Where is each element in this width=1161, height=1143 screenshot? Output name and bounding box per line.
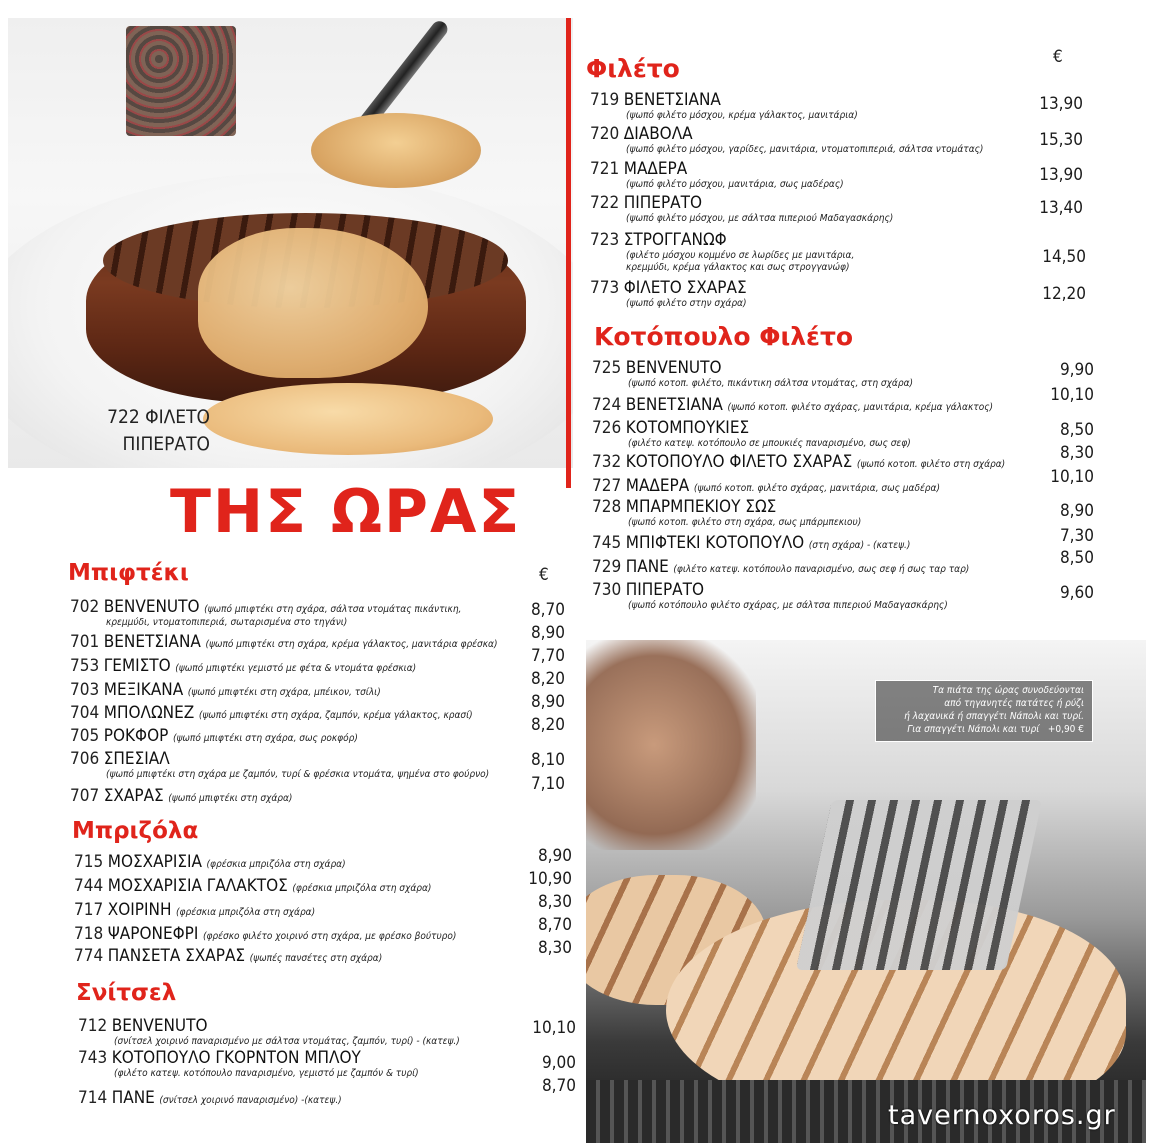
watermark: tavernoxoros.gr [888, 1100, 1116, 1131]
item-price: 9,00 [541, 1053, 576, 1073]
headline: ΤΗΣ ΩΡΑΣ [170, 477, 522, 547]
pepper-jar-image [126, 26, 236, 136]
item-price: 13,40 [1039, 198, 1083, 218]
item-price: 9,60 [1059, 583, 1094, 603]
note-line2: από τηγανητές πατάτες ή ρύζι [944, 698, 1084, 709]
menu-item: 719 ΒΕΝΕΤΣΙΑΝΑ (ψωπό φιλέτο μόσχου, κρέμα γάλακτος, μανιτάρια) [590, 90, 858, 121]
menu-item: 753 ΓΕΜΙΣΤΟ (ψωπό μπιφτέκι γεμιστό με φέτα & ντομάτα φρέσκια) [70, 656, 417, 676]
menu-item: 701 ΒΕΝΕΤΣΙΑΝΑ (ψωπό μπιφτέκι στη σχάρα, κρέμα γάλακτος, μανιτάρια φρέσκα) [70, 632, 498, 652]
item-price: 8,70 [541, 1076, 576, 1096]
item-price: 15,30 [1039, 130, 1083, 150]
section-title-kotopoulo: Κοτόπουλο Φιλέτο [594, 322, 854, 351]
menu-item: 732 ΚΟΤΟΠΟΥΛΟ ΦΙΛΕΤΟ ΣΧΑΡΑΣ (ψωπό κοτοπ. φιλέτο στη σχάρα) [592, 452, 1006, 472]
item-price: 8,50 [1059, 420, 1094, 440]
note-line4: Για σπαγγέτι Νάπολι και τυρί +0,90 € [907, 724, 1084, 735]
menu-item: 706 ΣΠΕΣΙΑΛ (ψωπό μπιφτέκι στη σχάρα με ζαμπόν, τυρί & φρέσκια ντομάτα, ψημένα στο φούρνο) [70, 749, 490, 780]
note-extra-price: +0,90 € [1047, 724, 1084, 735]
menu-item: 707 ΣΧΑΡΑΣ (ψωπό μπιφτέκι στη σχάρα) [70, 786, 293, 806]
menu-item: 705 ΡΟΚΦΟΡ (ψωπό μπιφτέκι στη σχάρα, σως ροκφόρ) [70, 726, 358, 746]
menu-item: 729 ΠΑΝΕ (φιλέτο κατεψ. κοτόπουλο παναρισμένο, σως σεφ ή σως ταρ ταρ) [592, 557, 970, 577]
menu-item: 724 ΒΕΝΕΤΣΙΑΝΑ (ψωπό κοτοπ. φιλέτο σχάρας, μανιτάρια, κρέμα γάλακτος) [592, 395, 993, 415]
item-price: 8,30 [1059, 443, 1094, 463]
menu-item: 728 ΜΠΑΡΜΠΕΚΙΟΥ ΣΩΣ (ψωπό κοτοπ. φιλέτο στη σχάρα, σως μπάρμπεκιου) [592, 497, 862, 528]
item-price: 14,50 [1042, 247, 1086, 267]
item-price: 8,90 [537, 846, 572, 866]
menu-item: 702 BENVENUTO (ψωπό μπιφτέκι στη σχάρα, σάλτσα ντομάτας πικάντικη, κρεμμύδι, ντοματοπιπεριά, σωταρισμένα στο τηγάνι) [70, 597, 462, 628]
item-price: 10,10 [1050, 467, 1094, 487]
item-price: 7,10 [530, 774, 565, 794]
menu-item: 715 ΜΟΣΧΑΡΙΣΙΑ (φρέσκια μπριζόλα στη σχάρα) [74, 852, 346, 872]
section-title-mprizola: Μπριζόλα [72, 818, 199, 844]
item-price: 7,30 [1059, 526, 1094, 546]
menu-item: 718 ΨΑΡΟΝΕΦΡΙ (φρέσκο φιλέτο χοιρινό στη σχάρα, με φρέσκο βούτυρο) [74, 924, 457, 944]
item-price: 8,70 [530, 600, 565, 620]
menu-item: 727 ΜΑΔΕΡΑ (ψωπό κοτοπ. φιλέτο σχάρας, μανιτάρια, σως μαδέρα) [592, 476, 940, 496]
spoon-image [311, 113, 481, 188]
item-price: 8,20 [530, 715, 565, 735]
note-line1: Τα πιάτα της ώρας συνοδεύονται [932, 685, 1084, 696]
item-price: 13,90 [1039, 94, 1083, 114]
item-price: 10,10 [532, 1018, 576, 1038]
menu-item: 774 ΠΑΝΣΕΤΑ ΣΧΑΡΑΣ (ψωπές πανσέτες στη σχάρα) [74, 946, 383, 966]
currency-symbol-right: € [1053, 47, 1063, 67]
menu-item: 745 ΜΠΙΦΤΕΚΙ ΚΟΤΟΠΟΥΛΟ (στη σχάρα) - (κατεψ.) [592, 533, 911, 553]
pepper-sauce-pool-image [203, 383, 493, 455]
item-price: 8,70 [537, 915, 572, 935]
side-dish-note [875, 680, 1093, 742]
menu-item: 703 ΜΕΞΙΚΑΝΑ (ψωπό μπιφτέκι στη σχάρα, μπέικον, τσίλι) [70, 680, 381, 700]
item-price: 13,90 [1039, 165, 1083, 185]
item-price: 8,90 [1059, 501, 1094, 521]
menu-item: 743 ΚΟΤΟΠΟΥΛΟ ΓΚΟΡΝΤΟΝ ΜΠΛΟΥ (φιλέτο κατεψ. κοτόπουλο παναρισμένο, γεμιστό με ζαμπόν & τυρί) [78, 1048, 419, 1079]
item-price: 8,90 [530, 623, 565, 643]
menu-item: 726 ΚΟΤΟΜΠΟΥΚΙΕΣ (φιλέτο κατεψ. κοτόπουλο σε μπουκιές παναρισμένο, σως σεφ) [592, 418, 911, 449]
menu-item: 712 BENVENUTO (σνίτσελ χοιρινό παναρισμένο με σάλτσα ντομάτας, ζαμπόν, τυρί) - (κατεψ.) [78, 1016, 460, 1047]
photo-caption [60, 404, 210, 458]
item-price: 8,20 [530, 669, 565, 689]
item-price: 10,10 [1050, 385, 1094, 405]
section-title-fileto: Φιλέτο [586, 54, 680, 83]
red-divider [566, 18, 571, 488]
item-price: 7,70 [530, 646, 565, 666]
menu-item: 730 ΠΙΠΕΡΑΤΟ (ψωπό κοτόπουλο φιλέτο σχάρας, με σάλτσα πιπεριού Μαδαγασκάρης) [592, 580, 948, 611]
hand-image [586, 640, 756, 850]
section-title-mpiftekia: Μπιφτέκι [68, 560, 189, 586]
spatula-image [796, 800, 1042, 970]
menu-item: 744 ΜΟΣΧΑΡΙΣΙΑ ΓΑΛΑΚΤΟΣ (φρέσκια μπριζόλα στη σχάρα) [74, 876, 432, 896]
steak-photo [8, 18, 573, 468]
item-price: 8,50 [1059, 548, 1094, 568]
photo-caption-line1: 722 ΦΙΛΕΤΟ [107, 406, 210, 428]
item-price: 10,90 [528, 869, 572, 889]
photo-caption-line2: ΠΙΠΕΡΑΤΟ [122, 433, 210, 455]
item-price: 8,90 [530, 692, 565, 712]
section-title-snitsel: Σνίτσελ [76, 980, 177, 1006]
menu-item: 717 ΧΟΙΡΙΝΗ (φρέσκια μπριζόλα στη σχάρα) [74, 900, 316, 920]
menu-item: 773 ΦΙΛΕΤΟ ΣΧΑΡΑΣ (ψωπό φιλέτο στην σχάρα) [590, 278, 747, 309]
menu-item: 714 ΠΑΝΕ (σνίτσελ χοιρινό παναρισμένο) -(κατεψ.) [78, 1088, 342, 1108]
menu-item: 704 ΜΠΟΛΩΝΕΖ (ψωπό μπιφτέκι στη σχάρα, ζαμπόν, κρέμα γάλακτος, κρασί) [70, 703, 473, 723]
menu-item: 722 ΠΙΠΕΡΑΤΟ (ψωπό φιλέτο μόσχου, με σάλτσα πιπεριού Μαδαγασκάρης) [590, 193, 894, 224]
note-line3: ή λαχανικά ή σπαγγέτι Νάπολι και τυρί. [904, 711, 1084, 722]
menu-item: 723 ΣΤΡΟΓΓΑΝΩΦ (φιλέτο μόσχου κομμένο σε λωρίδες με μανιτάρια, κρεμμύδι, κρέμα γάλακτος και σως στρογγανώφ) [590, 230, 855, 273]
menu-item: 720 ΔΙΑΒΟΛΑ (ψωπό φιλέτο μόσχου, γαρίδες, μανιτάρια, ντοματοπιπεριά, σάλτσα ντομάτας) [590, 124, 984, 155]
currency-symbol-left: € [539, 565, 549, 585]
item-price: 8,10 [530, 750, 565, 770]
item-price: 12,20 [1042, 284, 1086, 304]
item-price: 8,30 [537, 892, 572, 912]
menu-item: 725 BENVENUTO (ψωπό κοτοπ. φιλέτο, πικάντικη σάλτσα ντομάτας, στη σχάρα) [592, 358, 914, 389]
item-price: 8,30 [537, 938, 572, 958]
item-price: 9,90 [1059, 360, 1094, 380]
menu-item: 721 ΜΑΔΕΡΑ (ψωπό φιλέτο μόσχου, μανιτάρια, σως μαδέρας) [590, 159, 844, 190]
